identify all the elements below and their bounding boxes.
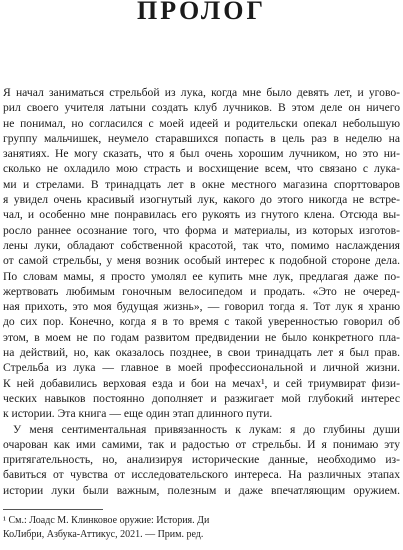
footnote-divider [3, 509, 103, 510]
body-line: занятиях. Не могу сказать, что я был очень хорошим лучником, но это ни- [3, 147, 400, 161]
body-line: истории луки были важным, полезным и даже впечатляющим оружием. [3, 483, 400, 497]
body-line: Я начал заниматься стрельбой из лука, когда мне было девять лет, и угово- [3, 86, 400, 99]
body-line: на действий, но, как оказалось позднее, в свои тринадцать лет я был прав. [3, 346, 400, 360]
body-line: рил своего учителя латыни создать клуб лучников. В этом деле он ничего [3, 101, 400, 115]
body-line: Стрельба из лука — главное в моей профессиональной и личной жизни. [3, 361, 400, 375]
body-line: ная прихоть, это моя будущая жизнь», — говорил тогда я. Тот лук я храню [3, 300, 400, 314]
body-line: ми и стрелами. В тринадцать лет в окне местного магазина спорттоваров [3, 177, 400, 191]
body-line: росло раннее осознание того, что форма и материалы, из которых изготов- [3, 223, 400, 237]
body-line: У меня сентиментальная привязанность к лукам: я до глубины души [13, 422, 400, 436]
body-line: до сих пор. Конечно, когда я в то время с такой уверенностью говорил об [3, 315, 400, 329]
body-line: лены луки, обладают собственной красотой, так что, помимо наслаждения [3, 238, 400, 252]
body-line: группу мальчишек, неумело старавшихся попасть в цель раз в неделю на [3, 131, 400, 145]
body-line: По словам мамы, я просто умолял ее купить мне лук, предлагая даже по- [3, 269, 400, 283]
body-line: бавиться от чувства от исследовательского интереса. На различных этапах [3, 468, 400, 482]
body-line: от самой стрельбы, у меня возник особый интерес к подобной стороне дела. [3, 254, 400, 268]
chapter-title: ПРОЛОГ [136, 0, 267, 25]
body-line: сколько не охладило мою страсть и восхищение всем, что связано с лука- [3, 162, 400, 176]
footnote-line: ¹ См.: Лоадс М. Клинковое оружие: История. Ди [3, 515, 210, 526]
body-line: жертвовать любимым гоночным велосипедом и продать. «Это не очеред- [3, 284, 400, 298]
page-fade-overlay [273, 510, 403, 550]
body-line: притягательность, но, анализируя исторические данные, необходимо из- [3, 453, 400, 467]
body-line: я увидел очень красивый изогнутый лук, какого до этого никогда не встре- [3, 193, 400, 207]
body-line: ческих навыков постоянно дополняет и разжигает мой глубокий интерес [3, 391, 400, 405]
body-line: не понимал, но согласился с моей идеей и родительски опекал небольшую [3, 116, 400, 130]
body-line: К ней добавились верховая езда и бои на мечах¹, и сей триумвират физи- [3, 376, 400, 390]
body-line: этом, в моем не по годам развитом предвидении не было конкретного пла- [3, 330, 400, 344]
footnote-line: КоЛибри, Азбука-Аттикус, 2021. — Прим. ред. [3, 529, 204, 540]
body-line: чал, и особенно мне понравилась его рукоять из гнутого клена. Отсюда вы- [3, 208, 400, 222]
chapter-body [3, 85, 400, 498]
body-line: очарован как ими самими, так и радостью от стрельбы. И я понимаю эту [3, 437, 400, 451]
body-line: к истории. Эта книга — еще один этап длинного пути. [3, 407, 273, 421]
